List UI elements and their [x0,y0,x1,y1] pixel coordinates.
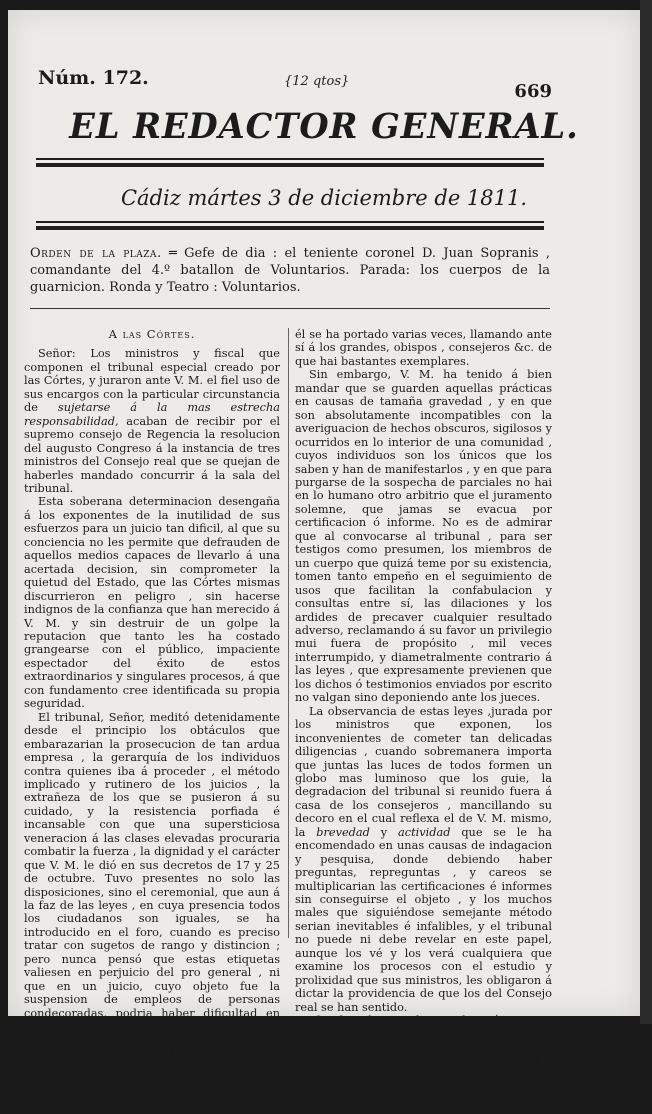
orden-text: ═ Gefe de dia : el teniente coronel D. Juan Sopranis , comandante del 4.º batallon de Voluntarios. Parada: los cuerpos de la guarnicion. Ronda y Teatro : Voluntarios. [30,246,551,295]
scan-edge [640,0,652,1024]
masthead-rule-thin [36,158,544,160]
dateline-rule-thick [36,226,544,230]
masthead-rule-thick [36,163,544,167]
orden-label: Orden de la plaza. [30,246,162,261]
newspaper-page [8,10,640,1114]
page-number: 669 [514,81,552,102]
paragraph: Esta soberana determinacion desengaña á los exponentes de la inutilidad de sus esfuerzos para un juicio tan dificil, al que su conciencia no les permite que defrauden de aquellos medios capaces de llevarlo á una acertada decision, sin comprometer la quietud del Estado, que las Córtes mismas discurrieron en peligro , sin hacerse indignos de la confianza que han merecido á V. M. y sin destruir de un golpe la reputacion que tanto les ha costado grangearse con el público, impaciente espectador del éxito de estos extraordinarios y singulares procesos, á que con fundamento cree identificada su propia seguridad. [24,495,280,711]
dateline: Cádiz mártes 3 de diciembre de 1811. [120,186,528,210]
paragraph: El tribunal, Señor, meditó detenidamente desde el principio los obtáculos que embarazarian la prosecucion de tan ardua empresa , la gerarquía de los individuos contra quienes iba á proceder , el método implicado y rutinero de los juicios , la extrañeza de los que se pusieron á su cuidado, y la resistencia porfiada é incansable con que una supersticiosa veneracion á las clases elevadas procuraria combatir la fuerza , la dignidad y el carácter que V. M. le dió en sus decretos de 17 y 25 de octubre. Tuvo presentes no solo las disposiciones, sino el ceremonial, que aun á la faz de las leyes , en cuya presencia todos los ciudadanos son iguales, se ha introducido en el foro, cuando es preciso tratar con sugetos de rango y distincion ; pero nunca pensó que estas etiquetas valiesen en perjuicio del pro general , ni que en un juicio, cuyo objeto fue la suspension de empleos de personas condecoradas, podria haber dificultad en desviarse de cortesías vanas y enfadosas que existen por abuso, ó porque las inventaron los mismos que las disfrutan, y quebrantan á su gusto y conveniencia. Finalmente consideró que habiéndosele concedido obrar á estilo del Consejo real, podia portarse como [24,710,280,1114]
masthead: EL REDACTOR GENERAL. [69,106,579,147]
column-divider [288,328,289,938]
orden-de-la-plaza [30,245,550,296]
quarto-mark: {12 qtos} [284,74,350,89]
paragraph: Señor: Los ministros y fiscal que componen el tribunal especial creado por las Córtes, y juraron ante V. M. el fiel uso de sus encargos con la particular circunstancia de sujetarse á la mas estrecha responsabilidad, acaban de recibir por el supremo consejo de Regencia la resolucion del augusto Congreso á la instancia de tres ministros del Consejo real que se quejan de haberles mandado concurrir á la sala del tribunal. [24,347,281,495]
dateline-rule-thin [36,221,544,223]
paragraph: él se ha portado varias veces, llamando ante sí á los grandes, obispos , consejeros &c. de que hai bastantes exemplares. [295,328,552,368]
paragraph: Sin embargo, V. M. ha tenido á bien mandar que se guarden aquellas prácticas en causas de tamaña gravedad , y en que son absolutamente incompatibles con la averiguacion de hechos obscuros, sigilosos y ocurridos en lo interior de una comunidad , cuyos individuos son los únicos que los saben y han de manifestarlos , y en que para purgarse de la sospecha de parciales no hai en lo humano otro arbitrio que el juramento solemne, que jamas se evacua por certificacion ó informe. No es de admirar que al convocarse al tribunal , para ser testigos como presumen, los miembros de un cuerpo que quizá teme por su existencia, tomen tanto empeño en el seguimiento de usos que facilitan la confabulacion y consultas entre sí, las dilaciones y los ardides de precaver cualquier resultado adverso, reclamando á su favor un privilegio mui fuera de propósito , mil veces interrumpido, y diametralmente contrario á las leyes , que expresamente previenen que los dichos ó testimonios enviados por escrito no valgan sino deponiendo ante los jueces. [295,368,552,705]
left-column [24,328,280,1114]
paragraph: El tribunal esperaba que las Córtes, que lo realzaron hasta la independencia de las Córtes mismas en el exercicio de sus funciones, le hubieran hecho la justicia de creer que proce- [295,1014,552,1081]
issue-number: Núm. 172. [38,67,149,89]
section-divider [30,308,550,309]
section-heading: A las Córtes. [108,327,196,341]
paragraph: La observancia de estas leyes ,jurada por los ministros que exponen, los inconvenientes de cometer tan delicadas diligencias , cuando sobremanera importa que juntas las luces de todos formen un globo mas luminoso que los guie, la degradacion del tribunal si reunido fuera á casa de los consejeros , mancillando su decoro en el cual reflexa el de V. M. mismo, la brevedad y actividad que se le ha encomendado en unas causas de indagacion y pesquisa, donde debiendo haber preguntas, repreguntas , y careos se multiplicarian las certificaciones é informes sin conseguirse el objeto , y los muchos males que siguiéndose semejante método serian inevitables é infalibles, y el tribunal no puede ni debe revelar en este papel, aunque los vé y los verá cualquiera que examine los procesos con el estudio y prolixidad que sus ministros, les obligaron á dictar la providencia de que los del Consejo real se han sentido. [295,704,552,1014]
right-column [295,328,552,1081]
